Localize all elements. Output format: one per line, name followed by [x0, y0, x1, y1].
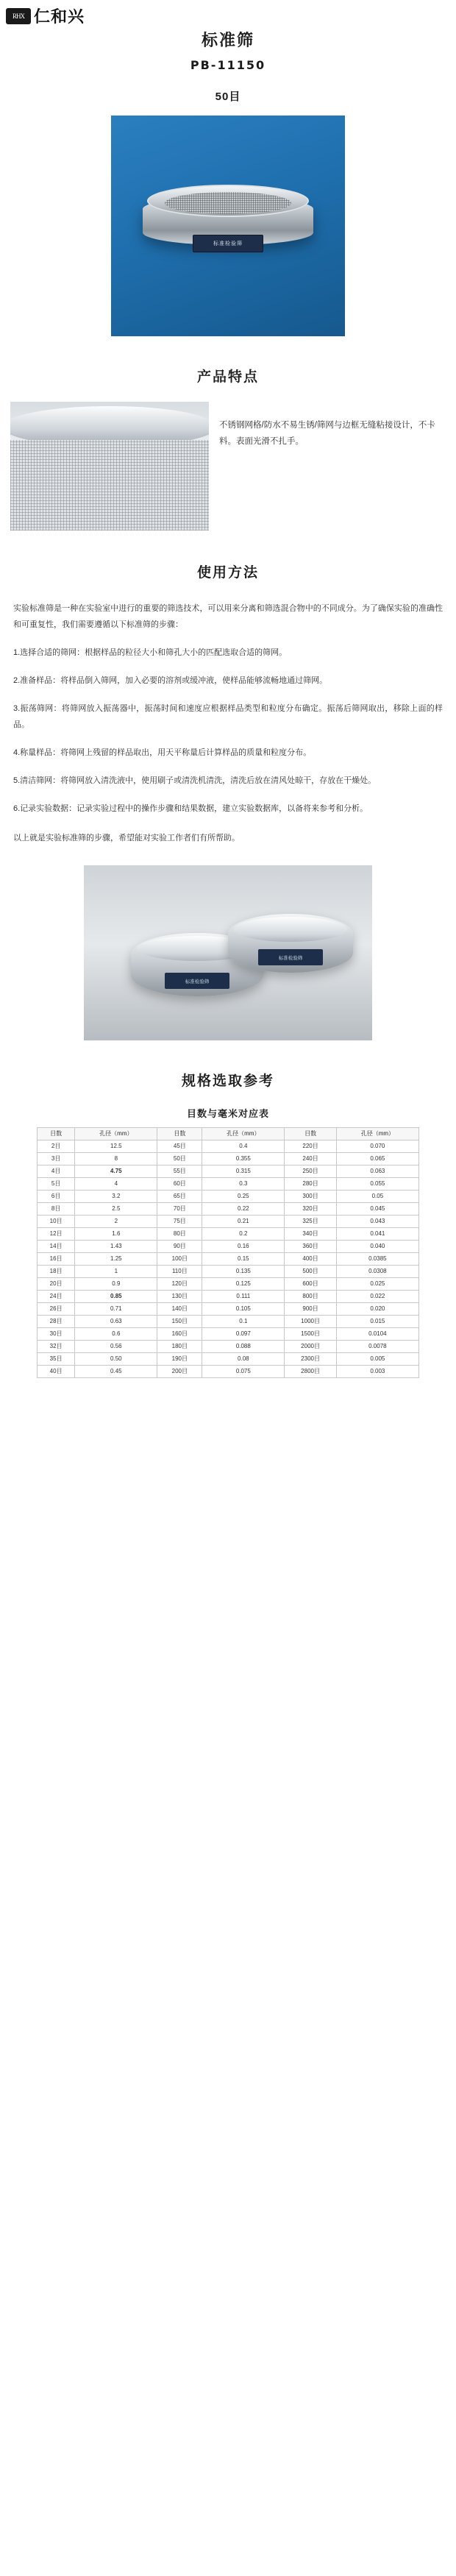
mesh-count-cell: 24目	[38, 1291, 75, 1303]
mesh-count-cell: 320目	[285, 1203, 336, 1216]
column-header: 目数	[38, 1128, 75, 1140]
aperture-cell: 0.015	[336, 1316, 418, 1328]
mesh-count-cell: 200目	[157, 1366, 202, 1378]
aperture-cell: 0.088	[202, 1341, 285, 1353]
mesh-count-cell: 90目	[157, 1241, 202, 1253]
table-row	[38, 1153, 419, 1165]
mesh-count-cell: 800目	[285, 1291, 336, 1303]
aperture-cell: 0.3	[202, 1178, 285, 1191]
aperture-cell: 0.56	[75, 1341, 157, 1353]
mesh-count-cell: 2目	[38, 1140, 75, 1153]
aperture-cell: 0.21	[202, 1216, 285, 1228]
mesh-count-cell: 32目	[38, 1341, 75, 1353]
column-header: 孔径（mm）	[75, 1128, 157, 1140]
mesh-count-cell: 14目	[38, 1241, 75, 1253]
table-row	[38, 1316, 419, 1328]
usage-step: 4.称量样品：将筛网上残留的样品取出，用天平称量后计算样品的质量和粒度分布。	[13, 748, 312, 757]
table-row	[38, 1216, 419, 1228]
logo-text: 仁和兴	[34, 8, 85, 26]
table-row	[38, 1253, 419, 1266]
aperture-cell: 0.355	[202, 1153, 285, 1165]
table-row	[38, 1366, 419, 1378]
usage-step: 1.选择合适的筛网：根据样品的粒径大小和筛孔大小的匹配选取合适的筛网。	[13, 648, 288, 657]
product-model: PB-11150	[190, 58, 266, 72]
usage-intro: 实验标准筛是一种在实验室中进行的重要的筛选技术，可以用来分离和筛选混合物中的不同成分。为了确保实验的准确性和可重复性，我们需要遵循以下标准筛的步骤：	[13, 604, 443, 629]
aperture-cell: 0.16	[202, 1241, 285, 1253]
mesh-count-cell: 100目	[157, 1253, 202, 1266]
aperture-cell: 0.063	[336, 1165, 418, 1178]
aperture-cell: 1.43	[75, 1241, 157, 1253]
mesh-count-cell: 50目	[157, 1153, 202, 1165]
mesh-count-cell: 55目	[157, 1165, 202, 1178]
aperture-cell: 0.1	[202, 1316, 285, 1328]
aperture-cell: 0.25	[202, 1191, 285, 1203]
column-header: 孔径（mm）	[336, 1128, 418, 1140]
aperture-cell: 0.045	[336, 1203, 418, 1216]
table-row	[38, 1291, 419, 1303]
aperture-cell: 0.075	[202, 1366, 285, 1378]
section-heading-features: 产品特点	[196, 369, 259, 385]
mesh-count-cell: 250目	[285, 1165, 336, 1178]
aperture-cell: 1.25	[75, 1253, 157, 1266]
mesh-count-cell: 16目	[38, 1253, 75, 1266]
aperture-cell: 0.043	[336, 1216, 418, 1228]
mesh-count-cell: 2300目	[285, 1353, 336, 1366]
aperture-cell: 0.85	[75, 1291, 157, 1303]
mesh-count-cell: 40目	[38, 1366, 75, 1378]
mesh-count-cell: 10目	[38, 1216, 75, 1228]
aperture-cell: 0.0385	[336, 1253, 418, 1266]
table-row	[38, 1241, 419, 1253]
mesh-count-cell: 1500目	[285, 1328, 336, 1341]
usage-step: 5.清洁筛网：将筛网放入清洗液中，使用刷子或清洗机清洗，清洗后放在清风处晾干，存放在干燥处。	[13, 776, 377, 785]
aperture-cell: 4.75	[75, 1165, 157, 1178]
aperture-cell: 0.041	[336, 1228, 418, 1241]
column-header: 目数	[285, 1128, 336, 1140]
mesh-count-cell: 180目	[157, 1341, 202, 1353]
mesh-count-cell: 400目	[285, 1253, 336, 1266]
mesh-count-cell: 130目	[157, 1291, 202, 1303]
mesh-count-cell: 12目	[38, 1228, 75, 1241]
product-hero-photo	[111, 116, 345, 336]
page-title: 标准筛	[201, 31, 254, 49]
feature-photo-mesh	[10, 440, 209, 531]
mesh-count-cell: 65目	[157, 1191, 202, 1203]
aperture-cell: 0.6	[75, 1328, 157, 1341]
aperture-cell: 0.15	[202, 1253, 285, 1266]
aperture-cell: 4	[75, 1178, 157, 1191]
mesh-count-cell: 18目	[38, 1266, 75, 1278]
mesh-count-cell: 26目	[38, 1303, 75, 1316]
aperture-cell: 0.040	[336, 1241, 418, 1253]
table-row	[38, 1278, 419, 1291]
table-row	[38, 1353, 419, 1366]
mesh-count-cell: 340目	[285, 1228, 336, 1241]
feature-block	[10, 402, 446, 531]
table-row	[38, 1140, 419, 1153]
page-bottom-spacer	[0, 1378, 456, 1396]
aperture-cell: 0.065	[336, 1153, 418, 1165]
aperture-cell: 2.5	[75, 1203, 157, 1216]
mesh-count-cell: 500目	[285, 1266, 336, 1278]
aperture-cell: 0.71	[75, 1303, 157, 1316]
table-row	[38, 1303, 419, 1316]
aperture-cell: 0.0308	[336, 1266, 418, 1278]
mesh-count-cell: 20目	[38, 1278, 75, 1291]
sieve-illustration-right	[228, 914, 353, 973]
aperture-cell: 0.08	[202, 1353, 285, 1366]
table-row	[38, 1228, 419, 1241]
mesh-count-cell: 280目	[285, 1178, 336, 1191]
aperture-cell: 0.070	[336, 1140, 418, 1153]
mesh-count-cell: 360目	[285, 1241, 336, 1253]
aperture-cell: 0.097	[202, 1328, 285, 1341]
table-row	[38, 1191, 419, 1203]
mesh-conversion-table	[37, 1127, 419, 1378]
mesh-count-cell: 3目	[38, 1153, 75, 1165]
mesh-count-cell: 60目	[157, 1178, 202, 1191]
sieve-mesh	[165, 192, 291, 214]
mesh-count-cell: 45目	[157, 1140, 202, 1153]
product-secondary-photo	[84, 865, 372, 1040]
usage-step: 3.振荡筛网：将筛网放入振荡器中，振荡时间和速度应根据样品类型和粒度分布确定。振荡后筛网取出，移除上面的样品。	[13, 704, 443, 729]
sieve-nameplate-left: 标准检验筛	[165, 973, 229, 989]
mesh-count-cell: 2000目	[285, 1341, 336, 1353]
aperture-cell: 0.003	[336, 1366, 418, 1378]
aperture-cell: 0.105	[202, 1303, 285, 1316]
mesh-count-cell: 1000目	[285, 1316, 336, 1328]
aperture-cell: 0.05	[336, 1191, 418, 1203]
mesh-count-cell: 140目	[157, 1303, 202, 1316]
mesh-count-cell: 600目	[285, 1278, 336, 1291]
logo	[6, 4, 456, 27]
aperture-cell: 0.025	[336, 1278, 418, 1291]
aperture-cell: 0.9	[75, 1278, 157, 1291]
table-row	[38, 1178, 419, 1191]
mesh-count-cell: 5目	[38, 1178, 75, 1191]
aperture-cell: 8	[75, 1153, 157, 1165]
sieve-top-right	[234, 917, 347, 942]
mesh-count-cell: 150目	[157, 1316, 202, 1328]
table-row	[38, 1341, 419, 1353]
aperture-cell: 0.111	[202, 1291, 285, 1303]
mesh-count-cell: 120目	[157, 1278, 202, 1291]
mesh-count-cell: 325目	[285, 1216, 336, 1228]
table-row	[38, 1203, 419, 1216]
column-header: 孔径（mm）	[202, 1128, 285, 1140]
mesh-count-cell: 900目	[285, 1303, 336, 1316]
mesh-count-cell: 2800目	[285, 1366, 336, 1378]
aperture-cell: 0.125	[202, 1278, 285, 1291]
usage-outro: 以上就是实验标准筛的步骤，希望能对实验工作者们有所帮助。	[13, 834, 240, 842]
mesh-count-cell: 80目	[157, 1228, 202, 1241]
mesh-count-cell: 70目	[157, 1203, 202, 1216]
aperture-cell: 12.5	[75, 1140, 157, 1153]
sieve-nameplate-right: 标准检验筛	[258, 949, 323, 965]
table-row	[38, 1266, 419, 1278]
logo-mark-icon: RHX	[6, 8, 31, 24]
sieve-illustration	[143, 185, 313, 258]
mesh-count-cell: 75目	[157, 1216, 202, 1228]
aperture-cell: 0.135	[202, 1266, 285, 1278]
aperture-cell: 1.6	[75, 1228, 157, 1241]
aperture-cell: 0.055	[336, 1178, 418, 1191]
sieve-rim	[147, 185, 309, 217]
mesh-count-cell: 35目	[38, 1353, 75, 1366]
table-title: 目数与毫米对应表	[186, 1108, 269, 1119]
aperture-cell: 0.020	[336, 1303, 418, 1316]
aperture-cell: 0.315	[202, 1165, 285, 1178]
aperture-cell: 3.2	[75, 1191, 157, 1203]
aperture-cell: 0.45	[75, 1366, 157, 1378]
mesh-count-cell: 30目	[38, 1328, 75, 1341]
mesh-count-cell: 110目	[157, 1266, 202, 1278]
table-row	[38, 1165, 419, 1178]
column-header: 目数	[157, 1128, 202, 1140]
mesh-count-cell: 4目	[38, 1165, 75, 1178]
mesh-count-cell: 240目	[285, 1153, 336, 1165]
aperture-cell: 0.0078	[336, 1341, 418, 1353]
feature-photo	[10, 402, 209, 531]
aperture-cell: 0.022	[336, 1291, 418, 1303]
aperture-cell: 0.4	[202, 1140, 285, 1153]
aperture-cell: 0.2	[202, 1228, 285, 1241]
table-row	[38, 1328, 419, 1341]
mesh-count-cell: 8目	[38, 1203, 75, 1216]
aperture-cell: 0.50	[75, 1353, 157, 1366]
aperture-cell: 0.0104	[336, 1328, 418, 1341]
mesh-size-label: 50目	[215, 91, 241, 103]
section-heading-spec: 规格选取参考	[181, 1074, 274, 1089]
mesh-count-cell: 220目	[285, 1140, 336, 1153]
mesh-count-cell: 6目	[38, 1191, 75, 1203]
section-heading-usage: 使用方法	[196, 565, 259, 581]
feature-description: 不锈钢网格/防水不易生锈/筛网与边框无缝粘接设计，不卡料。表面光滑不扎手。	[219, 421, 435, 446]
usage-step: 2.准备样品：将样品倒入筛网，加入必要的溶剂或缓冲液，使样品能够流畅地通过筛网。	[13, 676, 328, 685]
aperture-cell: 0.005	[336, 1353, 418, 1366]
table-header-row	[38, 1128, 419, 1140]
brand-header	[0, 0, 456, 25]
aperture-cell: 0.63	[75, 1316, 157, 1328]
table-body	[38, 1140, 419, 1378]
sieve-nameplate: 标准检验筛	[193, 235, 263, 252]
mesh-count-cell: 28目	[38, 1316, 75, 1328]
mesh-count-cell: 190目	[157, 1353, 202, 1366]
aperture-cell: 1	[75, 1266, 157, 1278]
usage-text-block	[13, 600, 443, 846]
aperture-cell: 0.22	[202, 1203, 285, 1216]
usage-step: 6.记录实验数据：记录实验过程中的操作步骤和结果数据，建立实验数据库，以备将来参考和分析。	[13, 804, 368, 813]
mesh-count-cell: 300目	[285, 1191, 336, 1203]
mesh-count-cell: 160目	[157, 1328, 202, 1341]
aperture-cell: 2	[75, 1216, 157, 1228]
